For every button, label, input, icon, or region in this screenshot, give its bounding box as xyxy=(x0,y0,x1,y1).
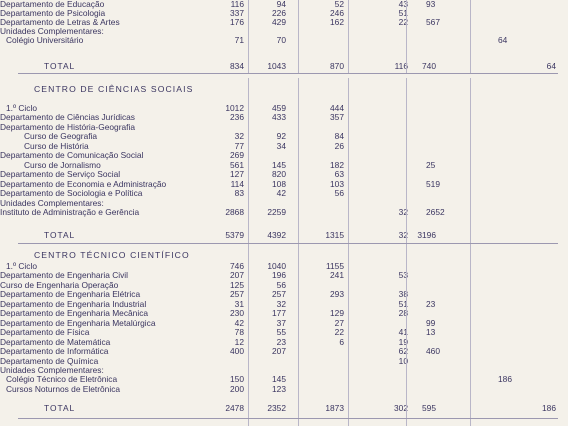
cell-value: 1155 xyxy=(325,261,344,271)
row-label: Instituto de Administração e Gerência xyxy=(0,207,140,217)
cell-value: 116 xyxy=(230,0,244,9)
cell-value: 42 xyxy=(276,188,286,198)
cell-value: 459 xyxy=(272,103,286,113)
table-row xyxy=(0,113,568,122)
cell-value: 26 xyxy=(334,141,344,151)
column-separator xyxy=(470,0,471,73)
cell-value: 92 xyxy=(276,131,286,141)
total-value: 302 xyxy=(394,403,408,413)
row-label: Departamento de Educação xyxy=(0,0,105,9)
row-label: Unidades Complementares: xyxy=(0,26,104,36)
cell-value: 269 xyxy=(230,150,244,160)
section-rule xyxy=(18,243,558,244)
total-value: 595 xyxy=(422,403,436,413)
row-label: Cursos Noturnos de Eletrônica xyxy=(6,384,121,394)
total-value: 32 xyxy=(398,230,408,240)
cell-value: 27 xyxy=(334,318,344,328)
column-separator xyxy=(470,78,471,243)
cell-value: 32 xyxy=(398,207,408,217)
cell-value: 55 xyxy=(276,327,286,337)
column-separator xyxy=(298,244,299,418)
cell-value: 70 xyxy=(276,35,286,45)
row-label: Departamento de Serviço Social xyxy=(0,169,121,179)
column-separator xyxy=(248,78,249,243)
row-label: Departamento de História-Geografia xyxy=(0,122,135,132)
row-label: Departamento de Informática xyxy=(0,346,109,356)
cell-value: 519 xyxy=(426,179,440,189)
total-value: 870 xyxy=(330,61,344,71)
cell-value: 567 xyxy=(426,17,440,27)
row-label: Departamento de Engenharia Elétrica xyxy=(0,289,141,299)
table-row xyxy=(0,309,568,318)
total-label: TOTAL xyxy=(44,61,76,71)
cell-value: 230 xyxy=(230,308,244,318)
cell-value: 400 xyxy=(230,346,244,356)
section-rule xyxy=(18,73,558,74)
total-row xyxy=(0,404,568,413)
table-row xyxy=(0,208,568,217)
total-value: 64 xyxy=(546,61,556,71)
row-label: Curso de História xyxy=(24,141,89,151)
row-label: Unidades Complementares: xyxy=(0,198,104,208)
row-label: Curso de Geografia xyxy=(24,131,98,141)
cell-value: 42 xyxy=(234,318,244,328)
cell-value: 56 xyxy=(334,188,344,198)
cell-value: 433 xyxy=(272,112,286,122)
cell-value: 429 xyxy=(272,17,286,27)
cell-value: 37 xyxy=(276,318,286,328)
column-separator xyxy=(348,419,349,426)
cell-value: 23 xyxy=(426,299,436,309)
total-value: 2352 xyxy=(267,403,286,413)
cell-value: 94 xyxy=(276,0,286,9)
cell-value: 99 xyxy=(426,318,436,328)
table-row xyxy=(0,170,568,179)
section-title: CENTRO TÉCNICO CIENTÍFICO xyxy=(34,250,190,260)
row-label: Curso de Jornalismo xyxy=(24,160,101,170)
row-label: Departamento de Engenharia Civil xyxy=(0,270,129,280)
row-label: Departamento de Letras & Artes xyxy=(0,17,120,27)
cell-value: 129 xyxy=(330,308,344,318)
cell-value: 561 xyxy=(230,160,244,170)
column-separator xyxy=(248,244,249,418)
cell-value: 241 xyxy=(330,270,344,280)
cell-value: 43 xyxy=(398,0,408,9)
column-separator xyxy=(348,78,349,243)
table-row xyxy=(0,151,568,160)
cell-value: 357 xyxy=(330,112,344,122)
cell-value: 78 xyxy=(234,327,244,337)
total-value: 3196 xyxy=(417,230,436,240)
total-value: 740 xyxy=(422,61,436,71)
cell-value: 51 xyxy=(398,299,408,309)
cell-value: 22 xyxy=(398,17,408,27)
row-label: 1.º Ciclo xyxy=(6,103,37,113)
total-label: TOTAL xyxy=(44,230,76,240)
cell-value: 123 xyxy=(272,384,286,394)
cell-value: 207 xyxy=(272,346,286,356)
cell-value: 177 xyxy=(272,308,286,318)
row-label: Unidades Complementares: xyxy=(0,365,104,375)
table-row xyxy=(0,132,568,141)
column-separator xyxy=(470,244,471,418)
row-label: Departamento de Física xyxy=(0,327,90,337)
total-value: 116 xyxy=(394,61,408,71)
cell-value: 236 xyxy=(230,112,244,122)
column-separator xyxy=(248,419,249,426)
cell-value: 13 xyxy=(426,327,436,337)
cell-value: 444 xyxy=(330,103,344,113)
column-separator xyxy=(470,419,471,426)
cell-value: 150 xyxy=(230,374,244,384)
cell-value: 127 xyxy=(230,169,244,179)
cell-value: 28 xyxy=(398,308,408,318)
row-label: Departamento de Engenharia Metalúrgica xyxy=(0,318,156,328)
cell-value: 200 xyxy=(230,384,244,394)
column-separator xyxy=(406,78,407,243)
column-separator xyxy=(248,0,249,73)
cell-value: 207 xyxy=(230,270,244,280)
row-label: Departamento de Ciências Jurídicas xyxy=(0,112,135,122)
total-value: 4392 xyxy=(267,230,286,240)
column-separator xyxy=(348,0,349,73)
cell-value: 293 xyxy=(330,289,344,299)
cell-value: 1012 xyxy=(225,103,244,113)
total-value: 2478 xyxy=(225,403,244,413)
cell-value: 41 xyxy=(398,327,408,337)
cell-value: 2259 xyxy=(267,207,286,217)
cell-value: 186 xyxy=(498,374,512,384)
table-row xyxy=(0,347,568,356)
total-value: 1043 xyxy=(267,61,286,71)
cell-value: 226 xyxy=(272,8,286,18)
row-label: Departamento de Sociologia e Política xyxy=(0,188,143,198)
table-row xyxy=(0,328,568,337)
total-row xyxy=(0,231,568,240)
cell-value: 32 xyxy=(276,299,286,309)
cell-value: 246 xyxy=(330,8,344,18)
total-value: 5379 xyxy=(225,230,244,240)
cell-value: 63 xyxy=(334,169,344,179)
cell-value: 25 xyxy=(426,160,436,170)
cell-value: 162 xyxy=(330,17,344,27)
cell-value: 34 xyxy=(276,141,286,151)
table-row xyxy=(0,36,568,45)
cell-value: 38 xyxy=(398,289,408,299)
row-label: Departamento de Engenharia Mecânica xyxy=(0,308,149,318)
table-row xyxy=(0,271,568,280)
cell-value: 337 xyxy=(230,8,244,18)
cell-value: 31 xyxy=(234,299,244,309)
cell-value: 196 xyxy=(272,270,286,280)
row-label: Departamento de Psicologia xyxy=(0,8,106,18)
total-value: 1873 xyxy=(325,403,344,413)
row-label: Departamento de Economia e Administração xyxy=(0,179,167,189)
cell-value: 1040 xyxy=(267,261,286,271)
cell-value: 145 xyxy=(272,160,286,170)
row-label: Colégio Técnico de Eletrônica xyxy=(6,374,118,384)
cell-value: 83 xyxy=(234,188,244,198)
table-row xyxy=(0,189,568,198)
total-value: 186 xyxy=(542,403,556,413)
cell-value: 77 xyxy=(234,141,244,151)
row-label: Departamento de Engenharia Industrial xyxy=(0,299,147,309)
table-row xyxy=(0,385,568,394)
total-value: 834 xyxy=(230,61,244,71)
cell-value: 2652 xyxy=(426,207,445,217)
total-row xyxy=(0,62,568,71)
total-value: 1315 xyxy=(325,230,344,240)
cell-value: 23 xyxy=(276,337,286,347)
cell-value: 32 xyxy=(234,131,244,141)
row-label: Departamento de Comunicação Social xyxy=(0,150,144,160)
cell-value: 103 xyxy=(330,179,344,189)
cell-value: 64 xyxy=(498,35,508,45)
cell-value: 84 xyxy=(334,131,344,141)
cell-value: 22 xyxy=(334,327,344,337)
table-row xyxy=(0,375,568,384)
cell-value: 19 xyxy=(398,337,408,347)
row-label: Departamento de Química xyxy=(0,356,99,366)
cell-value: 820 xyxy=(272,169,286,179)
cell-value: 746 xyxy=(230,261,244,271)
row-label: Curso de Engenharia Operação xyxy=(0,280,119,290)
section-title: CENTRO DE CIÊNCIAS SOCIAIS xyxy=(34,84,194,94)
cell-value: 56 xyxy=(276,280,286,290)
column-separator xyxy=(406,244,407,418)
cell-value: 108 xyxy=(272,179,286,189)
cell-value: 6 xyxy=(339,337,344,347)
column-separator xyxy=(298,78,299,243)
cell-value: 257 xyxy=(272,289,286,299)
cell-value: 182 xyxy=(330,160,344,170)
cell-value: 114 xyxy=(230,179,244,189)
total-label: TOTAL xyxy=(44,403,76,413)
cell-value: 10 xyxy=(398,356,408,366)
column-separator xyxy=(298,0,299,73)
section-rule xyxy=(18,418,558,419)
table-row xyxy=(0,290,568,299)
cell-value: 53 xyxy=(398,270,408,280)
cell-value: 125 xyxy=(230,280,244,290)
cell-value: 62 xyxy=(398,346,408,356)
cell-value: 2868 xyxy=(225,207,244,217)
cell-value: 176 xyxy=(230,17,244,27)
cell-value: 460 xyxy=(426,346,440,356)
cell-value: 71 xyxy=(234,35,244,45)
cell-value: 145 xyxy=(272,374,286,384)
column-separator xyxy=(406,419,407,426)
cell-value: 12 xyxy=(234,337,244,347)
cell-value: 51 xyxy=(398,8,408,18)
cell-value: 257 xyxy=(230,289,244,299)
column-separator xyxy=(348,244,349,418)
row-label: 1.º Ciclo xyxy=(6,261,37,271)
cell-value: 93 xyxy=(426,0,436,9)
column-separator xyxy=(406,0,407,73)
row-label: Colégio Universitário xyxy=(6,35,84,45)
column-separator xyxy=(298,419,299,426)
row-label: Departamento de Matemática xyxy=(0,337,111,347)
cell-value: 52 xyxy=(334,0,344,9)
